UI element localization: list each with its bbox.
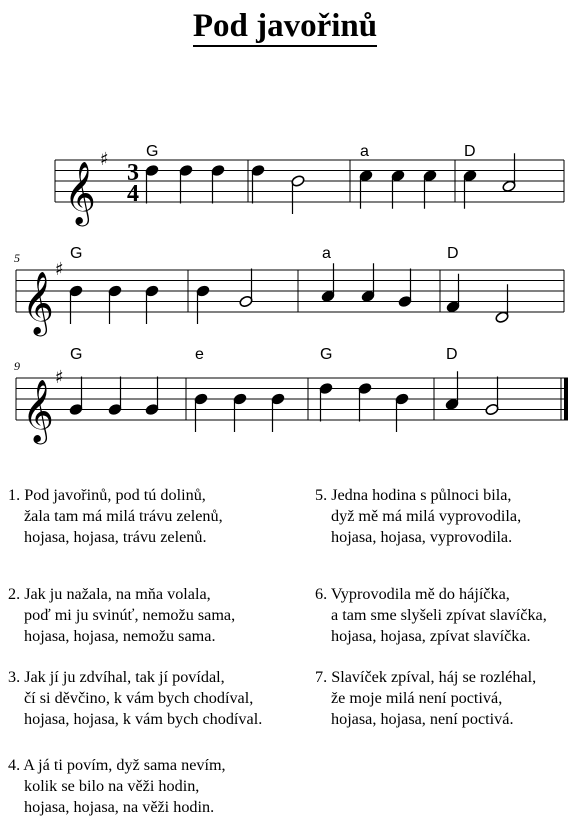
stanza-line: čí si děvčino, k vám bych chodíval, xyxy=(24,689,254,707)
sharp-icon: ♯ xyxy=(55,367,64,388)
song-title: Pod javořinů xyxy=(0,8,570,45)
time-signature-top: 3 xyxy=(127,160,139,186)
chord-symbol: e xyxy=(195,346,204,363)
stanza-6 xyxy=(315,584,547,647)
stanza-line: hojasa, hojasa, vyprovodila. xyxy=(331,528,513,546)
stanza-line: 6. Vyprovodila mě do hájíčka, xyxy=(315,585,510,603)
stanza-4 xyxy=(8,755,226,818)
time-signature-bottom: 4 xyxy=(127,181,139,207)
stanza-line: hojasa, hojasa, na věži hodin. xyxy=(24,798,215,816)
chord-symbol: G xyxy=(146,143,159,160)
chord-symbol: D xyxy=(447,245,459,262)
chord-symbol: a xyxy=(322,245,331,262)
stanza-line: hojasa, hojasa, k vám bych chodíval. xyxy=(24,710,263,728)
stanza-line: dyž mě má milá vyprovodila, xyxy=(331,507,522,525)
stanza-line: žala tam má milá trávu zelenů, xyxy=(24,507,223,525)
stanza-line: že moje milá není poctivá, xyxy=(331,689,503,707)
sharp-icon: ♯ xyxy=(55,259,64,280)
stanza-line: hojasa, hojasa, zpívat slavíčka. xyxy=(331,627,531,645)
staff-system-3 xyxy=(14,346,568,445)
stanza-line: 4. A já ti povím, dyž sama nevím, xyxy=(8,756,226,774)
sharp-icon: ♯ xyxy=(100,149,109,170)
measure-number: 5 xyxy=(14,251,20,265)
measure-number: 9 xyxy=(14,359,20,373)
stanza-1 xyxy=(8,485,223,548)
stanza-line: 1. Pod javořinů, pod tú dolinů, xyxy=(8,486,206,504)
final-barline xyxy=(564,378,568,420)
stanza-line: hojasa, hojasa, nemožu sama. xyxy=(24,627,216,645)
staff-system-1 xyxy=(55,143,564,227)
treble-clef-icon: 𝄞 xyxy=(22,379,54,442)
chord-symbol: G xyxy=(70,245,83,262)
stanza-7 xyxy=(315,667,536,730)
chord-symbol: a xyxy=(360,143,369,160)
staff-system-2 xyxy=(14,245,564,337)
stanza-line: 3. Jak jí ju zdvíhal, tak jí povídal, xyxy=(8,668,225,686)
chord-symbol: D xyxy=(446,346,458,363)
stanza-line: 2. Jak ju nažala, na mňa volala, xyxy=(8,585,211,603)
stanza-line: 5. Jedna hodina s půlnoci bila, xyxy=(315,486,512,504)
stanza-line: kolik se bilo na věži hodin, xyxy=(24,777,200,795)
stanza-line: hojasa, hojasa, trávu zelenů. xyxy=(24,528,207,546)
treble-clef-icon: 𝄞 xyxy=(64,161,96,224)
chord-symbol: G xyxy=(70,346,83,363)
stanza-line: a tam sme slyšeli zpívat slavíčka, xyxy=(331,606,547,624)
treble-clef-icon: 𝄞 xyxy=(22,271,54,334)
stanza-3 xyxy=(8,667,262,730)
stanza-line: hojasa, hojasa, není poctivá. xyxy=(331,710,514,728)
stanza-line: poď mi ju svinúť, nemožu sama, xyxy=(24,606,236,624)
chord-symbol: G xyxy=(320,346,333,363)
stanza-2 xyxy=(8,584,235,647)
stanza-5 xyxy=(315,485,521,548)
chord-symbol: D xyxy=(464,143,476,160)
stanza-line: 7. Slavíček zpíval, háj se rozléhal, xyxy=(315,668,537,686)
